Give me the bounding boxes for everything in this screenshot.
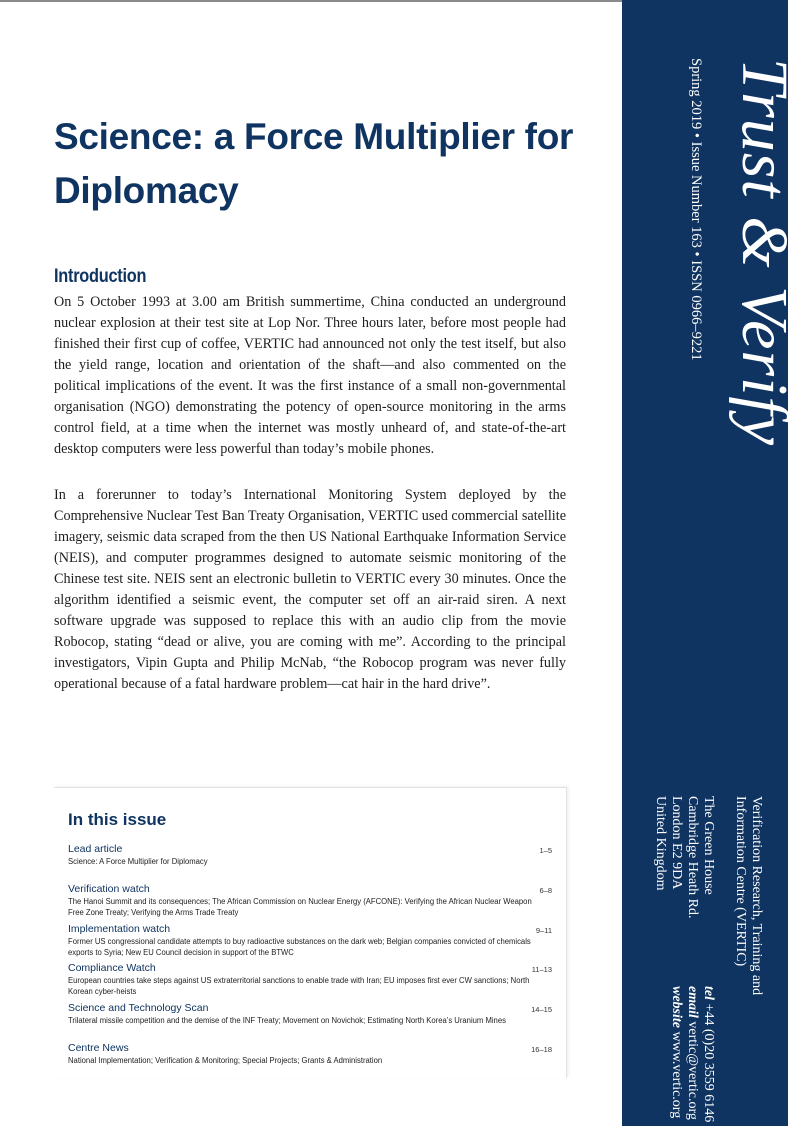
issue-pages: 1–5	[539, 846, 552, 855]
issue-description: Former US congressional candidate attempts to buy radioactive substances on the dark web; Belgian companies convicted of chemicals exports to Syria; New EU Council decision in support of the BTWC	[68, 936, 531, 957]
issue-item-compliance-watch	[68, 962, 558, 1002]
issue-list	[68, 843, 558, 1082]
issue-item-implementation-watch	[68, 923, 558, 963]
contact-label: email	[685, 986, 700, 1018]
address-line: Cambridge Heath Rd.	[685, 796, 700, 919]
issue-description: The Hanoi Summit and its consequences; The African Commission on Nuclear Energy (AFCONE): Verifying the African Nuclear Weapon Free Zone Treaty; Verifying the Arms Trade Treaty	[68, 896, 532, 917]
address-line: United Kingdom	[653, 796, 668, 891]
contact-value: +44 (0)20 3559 6146	[701, 1003, 716, 1123]
org-name-line-2: Information Centre (VERTIC)	[733, 796, 748, 967]
issue-pages: 6–8	[539, 885, 552, 895]
intro-paragraph-2: In a forerunner to today’s International Monitoring System deployed by the Comprehensive Nuclear Test Ban Treaty Organisation, VERTIC used commercial satellite imagery, seismic data scraped from the then US National Earthquake Information Service (NEIS), and computer programmes designed to automate seismic monitoring of the Chinese test site. NEIS sent an electronic bulletin to VERTIC every 30 minutes. Once the algorithm identified a seismic event, the computer set off an air-raid siren. A next software upgrade was supposed to replace this with an audio clip from the movie Robocop, stating “dead or alive, you are coming with me”. According to the principal investigators, Vipin Gupta and Philip McNab, “the Robocop program was never fully operational because of a fatal hardware problem—cat hair in the hard drive”.	[54, 487, 566, 692]
in-this-issue-heading: In this issue	[68, 810, 167, 829]
in-this-issue-box	[54, 787, 567, 1078]
contact-email	[684, 986, 700, 1120]
address-row-3	[668, 796, 684, 1122]
issue-item-centre-news	[68, 1042, 558, 1082]
issue-info: Spring 2019 • Issue Number 163 • ISSN 0966–9221	[688, 58, 704, 361]
issue-section-title: Centre News	[68, 1041, 129, 1054]
issue-pages: 14–15	[531, 1005, 552, 1015]
issue-section-title: Lead article	[68, 843, 123, 855]
address-row-2	[684, 796, 700, 1122]
issue-description: National Implementation; Verification & Monitoring; Special Projects; Grants & Administration	[68, 1055, 383, 1065]
contact-website	[668, 986, 684, 1118]
spacer	[716, 796, 732, 1122]
issue-pages: 11–13	[531, 965, 552, 975]
org-name-line-1: Verification Research, Training and	[749, 796, 764, 996]
address-line: The Green House	[701, 796, 716, 895]
intro-heading: Introduction	[54, 266, 147, 287]
contact-tel	[700, 986, 716, 1122]
address-line: London E2 9DA	[669, 796, 684, 890]
issue-pages: 16–18	[531, 1044, 552, 1054]
issue-item-science-technology-scan	[68, 1002, 558, 1042]
contact-block	[652, 796, 764, 1122]
contact-label: tel	[701, 986, 716, 1000]
page-title: Science: a Force Multiplier for Diplomacy	[54, 116, 574, 211]
issue-pages: 9–11	[535, 925, 552, 935]
issue-description: Trilateral missile competition and the demise of the INF Treaty; Movement on Novichok; Estimating North Korea’s Uranium Mines	[68, 1016, 506, 1026]
address-row-4	[652, 796, 668, 1122]
issue-item-verification-watch	[68, 883, 558, 923]
contact-value: vertic@vertic.org	[685, 1021, 700, 1120]
issue-section-title: Verification watch	[68, 882, 150, 895]
issue-item-lead-article	[68, 843, 558, 883]
masthead-title: Trust & Verify	[728, 58, 801, 447]
contact-value: www.vertic.org	[669, 1031, 684, 1119]
issue-section-title: Compliance Watch	[68, 962, 156, 975]
issue-section-title: Science and Technology Scan	[68, 1002, 209, 1015]
issue-description: Science: A Force Multiplier for Diplomacy	[68, 857, 208, 866]
issue-description: European countries take steps against US extraterritorial sanctions to enable trade with Iran; EU imposes first ever CW sanctions; North Korean cyber-heists	[68, 976, 530, 997]
sidebar	[622, 0, 801, 1126]
issue-section-title: Implementation watch	[68, 922, 171, 935]
intro-paragraph-1: On 5 October 1993 at 3.00 am British summertime, China conducted an underground nuclear explosion at their test site at Lop Nor. Three hours later, before most people had finished their first cup of coffee, VERTIC had announced not only the test itself, but also the yield range, location and orientation of the shaft—and also commented on the political implications of the event. It was the first instance of a small non-governmental organisation (NGO) demonstrating the potency of open-source monitoring in the arms control field, at a time when the internet was mostly unheard of, and state-of-the-art desktop computers were less powerful than today’s mobile phones.	[54, 294, 566, 457]
address-row-1	[700, 796, 716, 1122]
contact-label: website	[669, 986, 684, 1028]
